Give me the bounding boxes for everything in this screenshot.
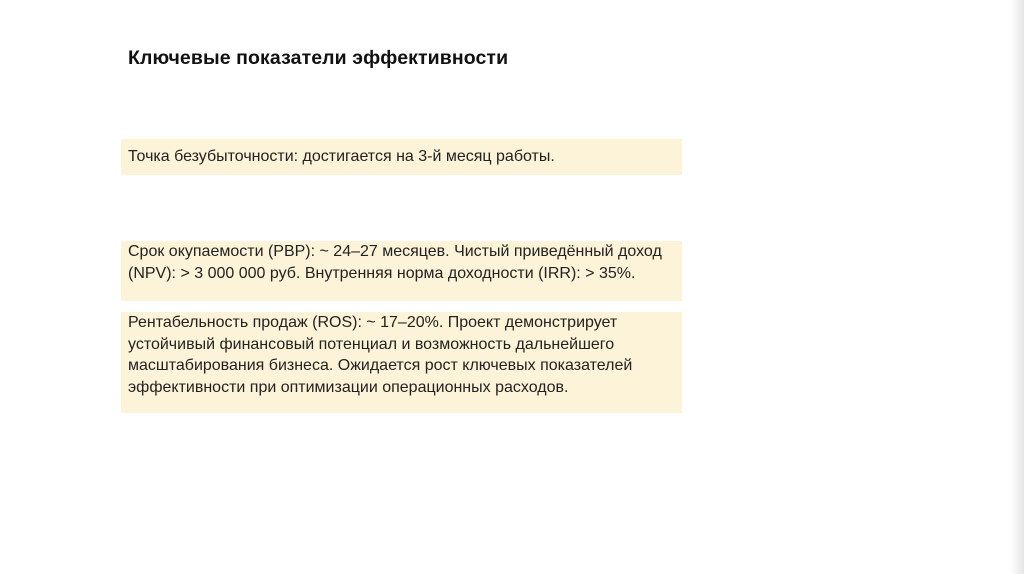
slide-edge-shadow xyxy=(1010,0,1024,574)
text-block-payback: Срок окупаемости (PBP): ~ 24–27 месяцев. Чистый приведённый доход (NPV): > 3 000 000 руб. Внутренняя норма доходности (IRR): > 35%. xyxy=(121,241,682,301)
text-block-breakeven: Точка безубыточности: достигается на 3-й месяц работы. xyxy=(121,139,682,175)
slide-title: Ключевые показатели эффективности xyxy=(128,47,509,69)
text-block-profitability: Рентабельность продаж (ROS): ~ 17–20%. Проект демонстрирует устойчивый финансовый потенциал и возможность дальнейшего масштабирования бизнеса. Ожидается рост ключевых показателей эффективности при оптимизации операционных расходов. xyxy=(121,312,682,413)
